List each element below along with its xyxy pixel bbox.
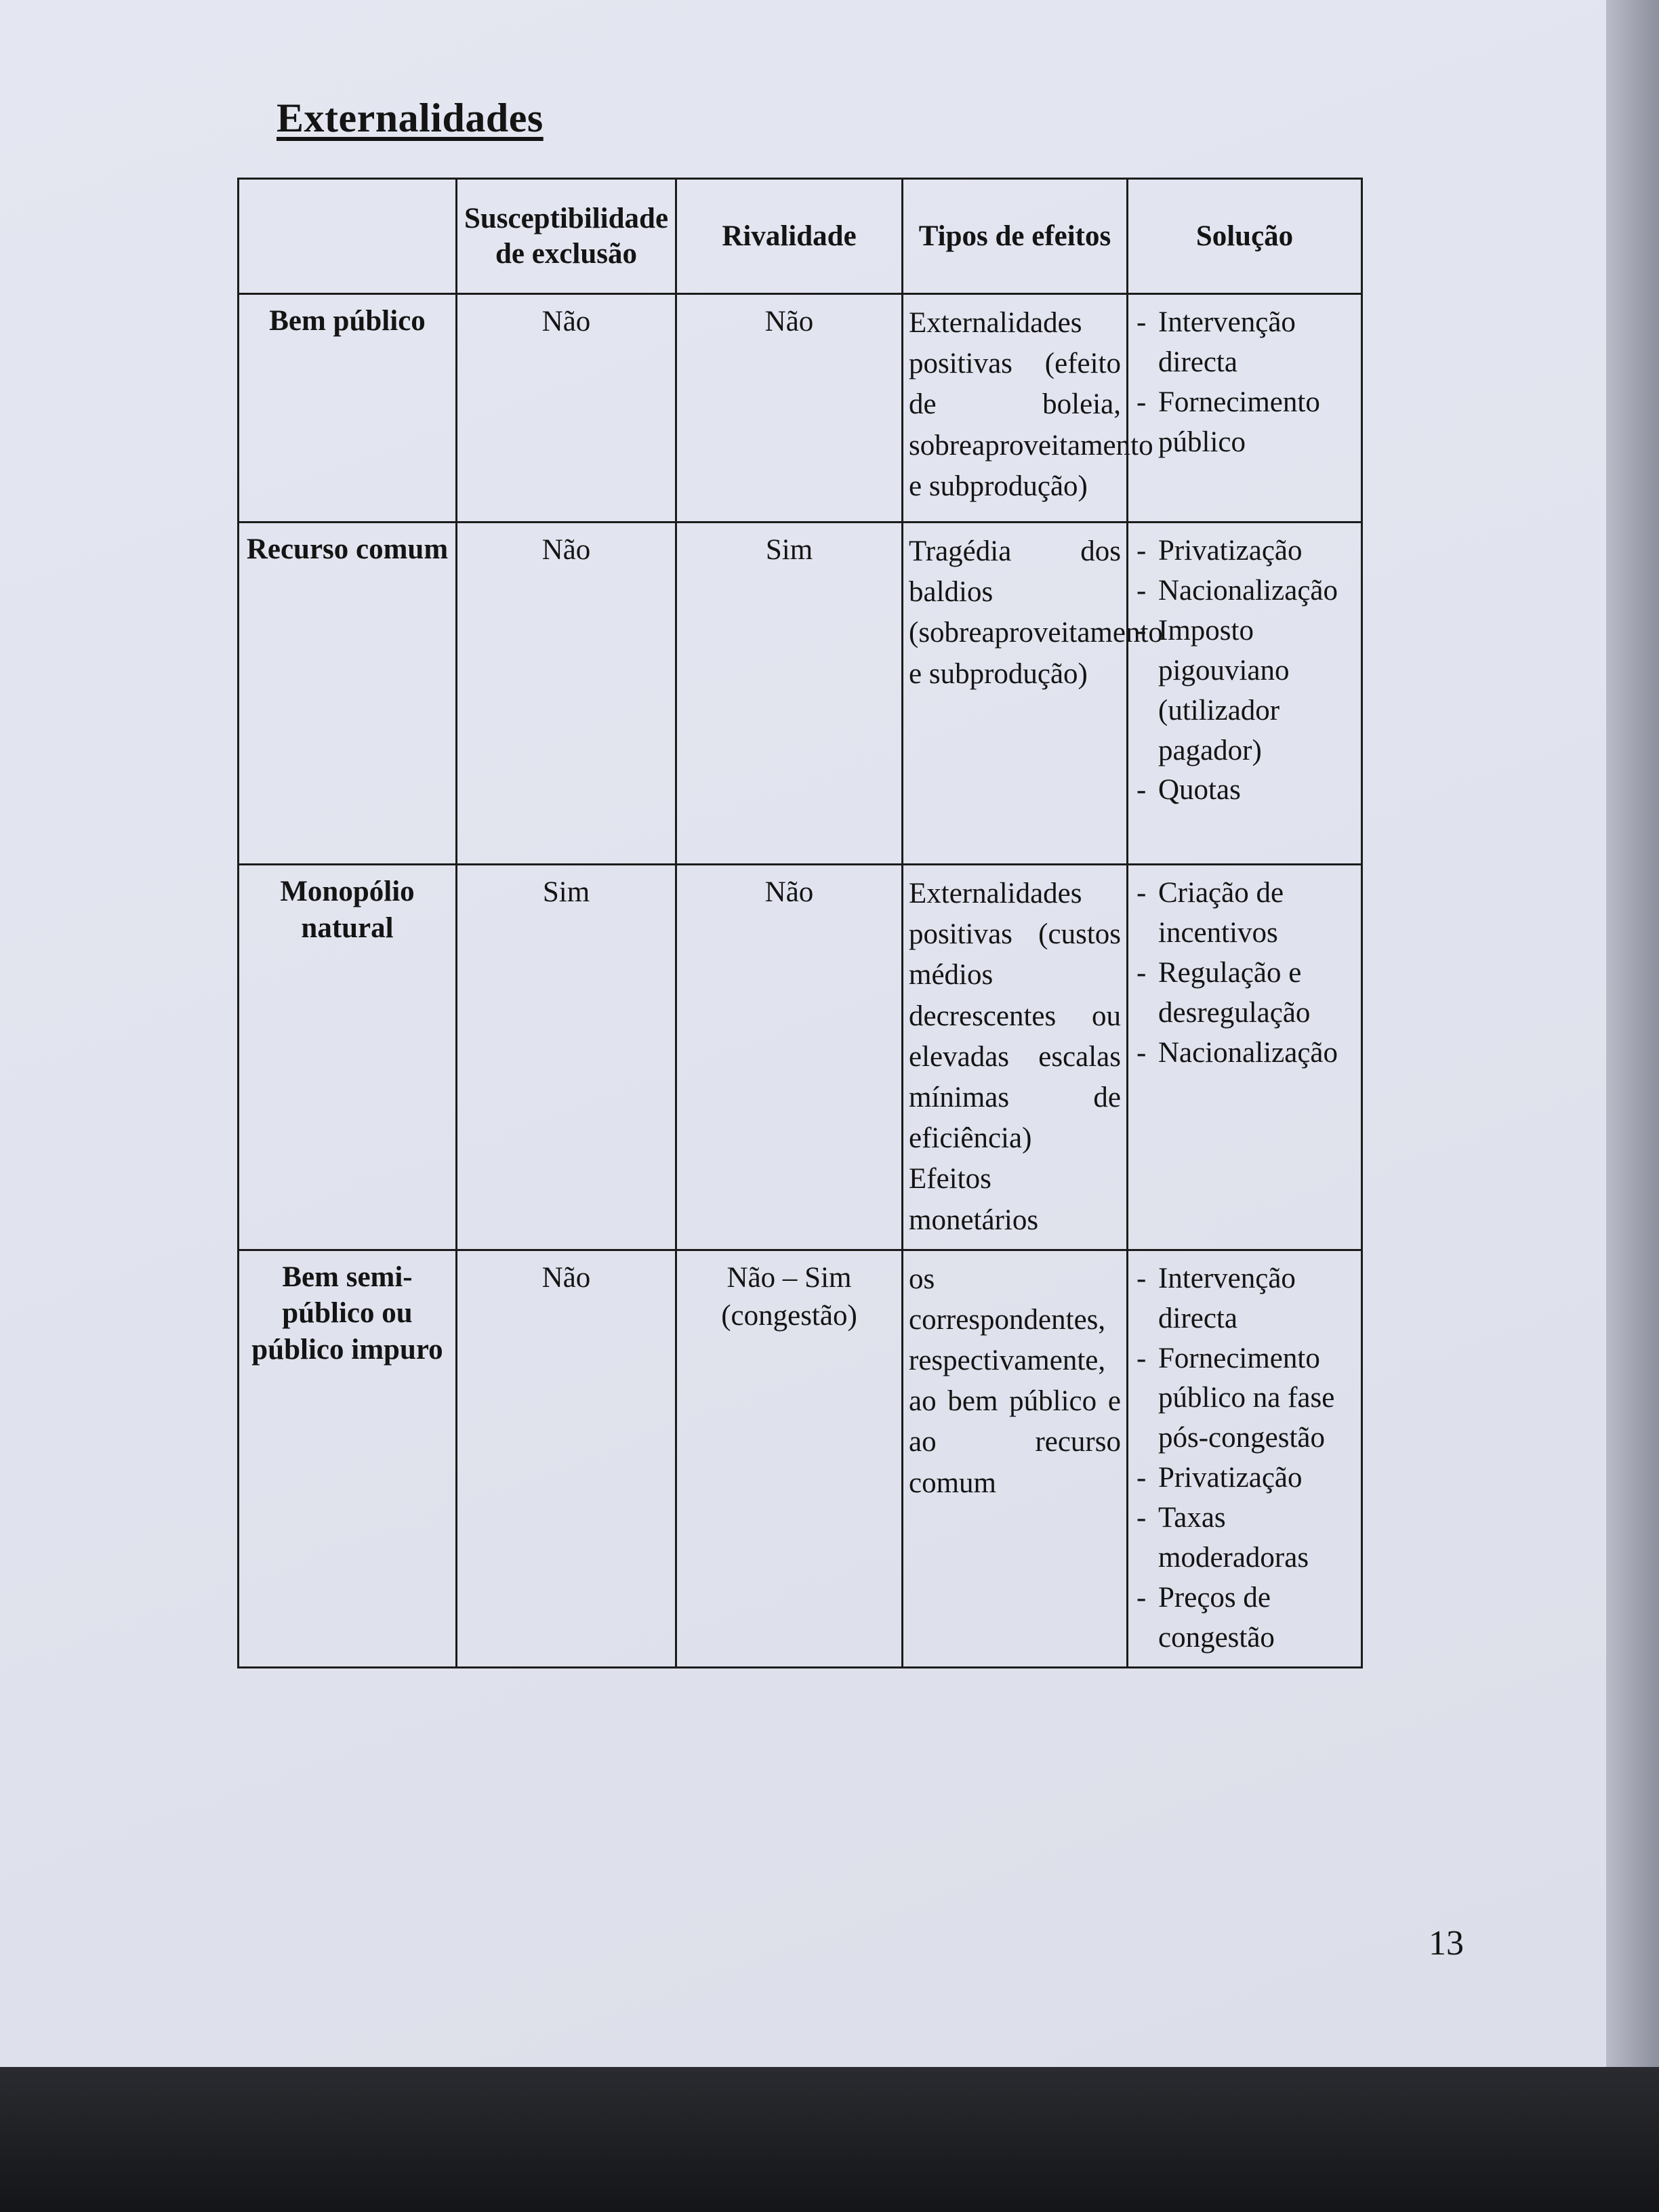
exclusion-cell: Não [457,1250,676,1667]
solution-cell [1128,865,1362,1250]
page-edge-shadow [1606,0,1659,2212]
table-row [239,523,1362,865]
table-row [239,865,1362,1250]
header-rivalry: Rivalidade [676,179,903,294]
solution-item: - Privatização [1134,1458,1355,1498]
solution-item: - Preços de congestão [1134,1578,1355,1658]
desk-surface [0,2067,1659,2212]
header-empty-cell [239,179,457,294]
effects-cell: os correspondentes, respectivamente, ao bem público e ao recurso comum [903,1250,1128,1667]
row-label: Recurso comum [239,523,457,865]
solution-item: - Regulação e desregulação [1134,954,1355,1033]
solution-item: - Intervenção directa [1134,303,1355,383]
externalities-table [237,178,1363,1668]
table-header-row [239,179,1362,294]
effects-cell: Externalidades positivas (custos médios decrescentes ou elevadas escalas mínimas de eficiência) Efeitos monetários [903,865,1128,1250]
solution-item: - Fornecimento público na fase pós-congestão [1134,1339,1355,1459]
solution-item: - Taxas moderadoras [1134,1498,1355,1578]
effects-cell: Externalidades positivas (efeito de boleia, sobreaproveitamento e subprodução) [903,294,1128,523]
solution-list [1134,531,1355,811]
solution-item: - Intervenção directa [1134,1259,1355,1339]
header-exclusion: Susceptibilidade de exclusão [457,179,676,294]
exclusion-cell: Não [457,294,676,523]
solution-list [1134,303,1355,463]
solution-cell [1128,294,1362,523]
solution-item: - Nacionalização [1134,571,1355,611]
solution-item: - Fornecimento público [1134,383,1355,463]
exclusion-cell: Não [457,523,676,865]
page-number: 13 [1429,1924,1464,1963]
header-solution: Solução [1128,179,1362,294]
header-effects: Tipos de efeitos [903,179,1128,294]
exclusion-cell: Sim [457,865,676,1250]
table-row [239,1250,1362,1667]
solution-item: - Nacionalização [1134,1033,1355,1073]
solution-list [1134,1259,1355,1658]
row-label: Bem público [239,294,457,523]
rivalry-cell: Sim [676,523,903,865]
solution-item: - Imposto pigouviano (utilizador pagador) [1134,611,1355,771]
table-row [239,294,1362,523]
solution-list [1134,874,1355,1073]
solution-cell [1128,1250,1362,1667]
rivalry-cell: Não [676,294,903,523]
effects-cell: Tragédia dos baldios (sobreaproveitamento e subprodução) [903,523,1128,865]
solution-item: - Privatização [1134,531,1355,571]
row-label: Bem semi-público ou público impuro [239,1250,457,1667]
rivalry-cell: Não [676,865,903,1250]
solution-cell [1128,523,1362,865]
solution-item: - Criação de incentivos [1134,874,1355,954]
solution-item: - Quotas [1134,771,1355,811]
rivalry-cell: Não – Sim (congestão) [676,1250,903,1667]
row-label: Monopólio natural [239,865,457,1250]
page-title: Externalidades [276,96,544,140]
